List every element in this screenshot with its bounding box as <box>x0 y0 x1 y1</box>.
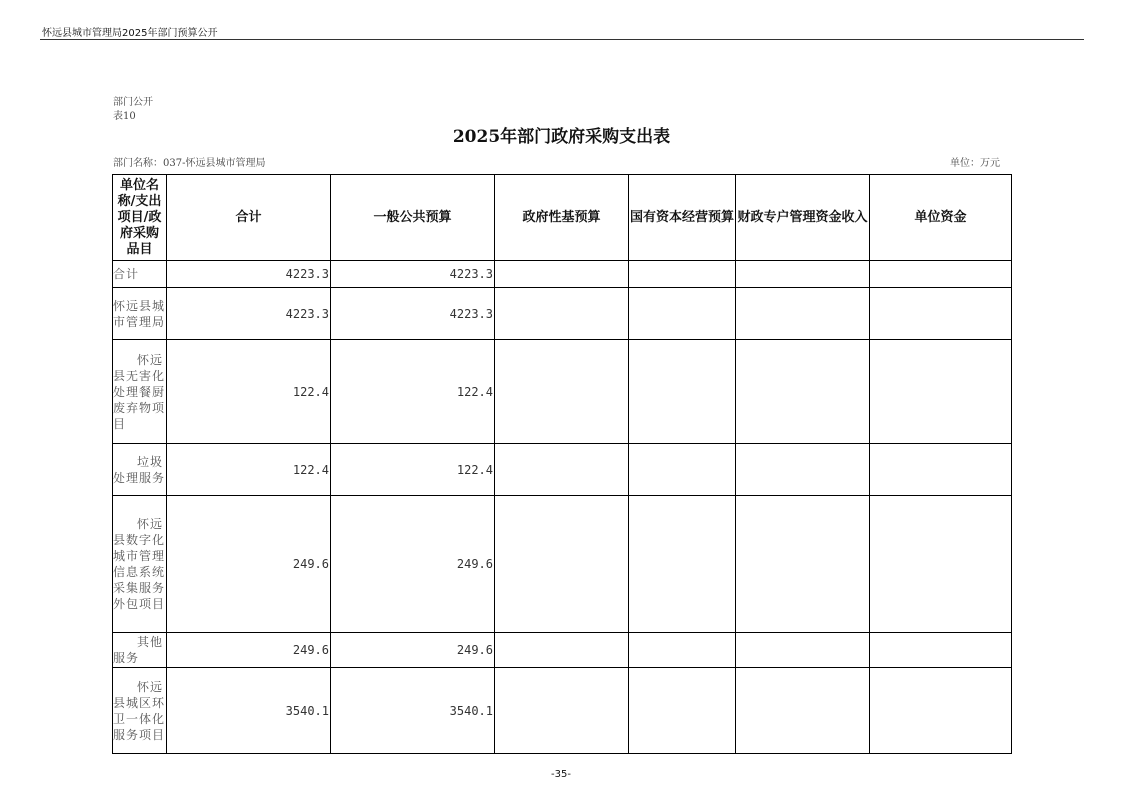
table-row <box>113 633 1012 668</box>
table-header-row <box>113 175 1012 261</box>
cell-unit-fund <box>870 496 1012 633</box>
cell-unit-fund <box>870 261 1012 288</box>
col-header-fund-budget: 政府性基预算 <box>495 175 629 261</box>
cell-special-account <box>736 633 870 668</box>
cell-unit-fund <box>870 288 1012 340</box>
unit-label: 单位：万元 <box>950 158 1000 169</box>
running-header: 怀远县城市管理局2025年部门预算公开 <box>42 28 218 39</box>
cell-unit-fund <box>870 340 1012 444</box>
table-row <box>113 668 1012 754</box>
row-name: 怀远县无害化处理餐厨废弃物项目 <box>113 340 167 444</box>
cell-fund-budget <box>495 496 629 633</box>
cell-fund-budget <box>495 633 629 668</box>
table-row <box>113 261 1012 288</box>
page-number: -35- <box>551 769 571 780</box>
cell-total: 3540.1 <box>167 668 331 754</box>
cell-total: 122.4 <box>167 340 331 444</box>
row-name: 合计 <box>113 261 167 288</box>
cell-general-budget: 4223.3 <box>331 261 495 288</box>
row-name: 怀远县数字化城市管理信息系统采集服务外包项目 <box>113 496 167 633</box>
cell-state-capital-budget <box>629 340 736 444</box>
cell-unit-fund <box>870 633 1012 668</box>
cell-total: 249.6 <box>167 496 331 633</box>
cell-state-capital-budget <box>629 288 736 340</box>
cell-fund-budget <box>495 288 629 340</box>
col-header-special-account: 财政专户管理资金收入 <box>736 175 870 261</box>
row-name: 垃圾处理服务 <box>113 444 167 496</box>
cell-special-account <box>736 340 870 444</box>
cell-special-account <box>736 288 870 340</box>
cell-unit-fund <box>870 444 1012 496</box>
col-header-state-capital-budget: 国有资本经营预算 <box>629 175 736 261</box>
cell-total: 4223.3 <box>167 261 331 288</box>
cell-fund-budget <box>495 444 629 496</box>
department-name: 部门名称：037-怀远县城市管理局 <box>113 158 266 169</box>
col-header-unit-fund: 单位资金 <box>870 175 1012 261</box>
cell-special-account <box>736 261 870 288</box>
table-row <box>113 444 1012 496</box>
cell-fund-budget <box>495 340 629 444</box>
cell-total: 4223.3 <box>167 288 331 340</box>
cell-state-capital-budget <box>629 261 736 288</box>
cell-special-account <box>736 668 870 754</box>
col-header-general-budget: 一般公共预算 <box>331 175 495 261</box>
page-title: 2025年部门政府采购支出表 <box>452 127 671 147</box>
table-number: 表10 <box>113 111 136 122</box>
cell-state-capital-budget <box>629 444 736 496</box>
cell-state-capital-budget <box>629 496 736 633</box>
col-header-name: 单位名称/支出项目/政府采购品目 <box>113 175 167 261</box>
row-name: 怀远县城市管理局 <box>113 288 167 340</box>
procurement-table <box>112 174 1012 754</box>
cell-state-capital-budget <box>629 668 736 754</box>
cell-fund-budget <box>495 668 629 754</box>
cell-special-account <box>736 444 870 496</box>
cell-general-budget: 122.4 <box>331 340 495 444</box>
table-row <box>113 288 1012 340</box>
col-header-total: 合计 <box>167 175 331 261</box>
cell-general-budget: 122.4 <box>331 444 495 496</box>
table-row <box>113 340 1012 444</box>
row-name: 其他服务 <box>113 633 167 668</box>
cell-general-budget: 249.6 <box>331 496 495 633</box>
cell-total: 249.6 <box>167 633 331 668</box>
row-name: 怀远县城区环卫一体化服务项目 <box>113 668 167 754</box>
cell-general-budget: 3540.1 <box>331 668 495 754</box>
cell-unit-fund <box>870 668 1012 754</box>
cell-state-capital-budget <box>629 633 736 668</box>
cell-special-account <box>736 496 870 633</box>
cell-fund-budget <box>495 261 629 288</box>
table-row <box>113 496 1012 633</box>
category-label: 部门公开 <box>113 97 153 108</box>
cell-general-budget: 4223.3 <box>331 288 495 340</box>
cell-general-budget: 249.6 <box>331 633 495 668</box>
header-divider <box>40 39 1084 40</box>
cell-total: 122.4 <box>167 444 331 496</box>
